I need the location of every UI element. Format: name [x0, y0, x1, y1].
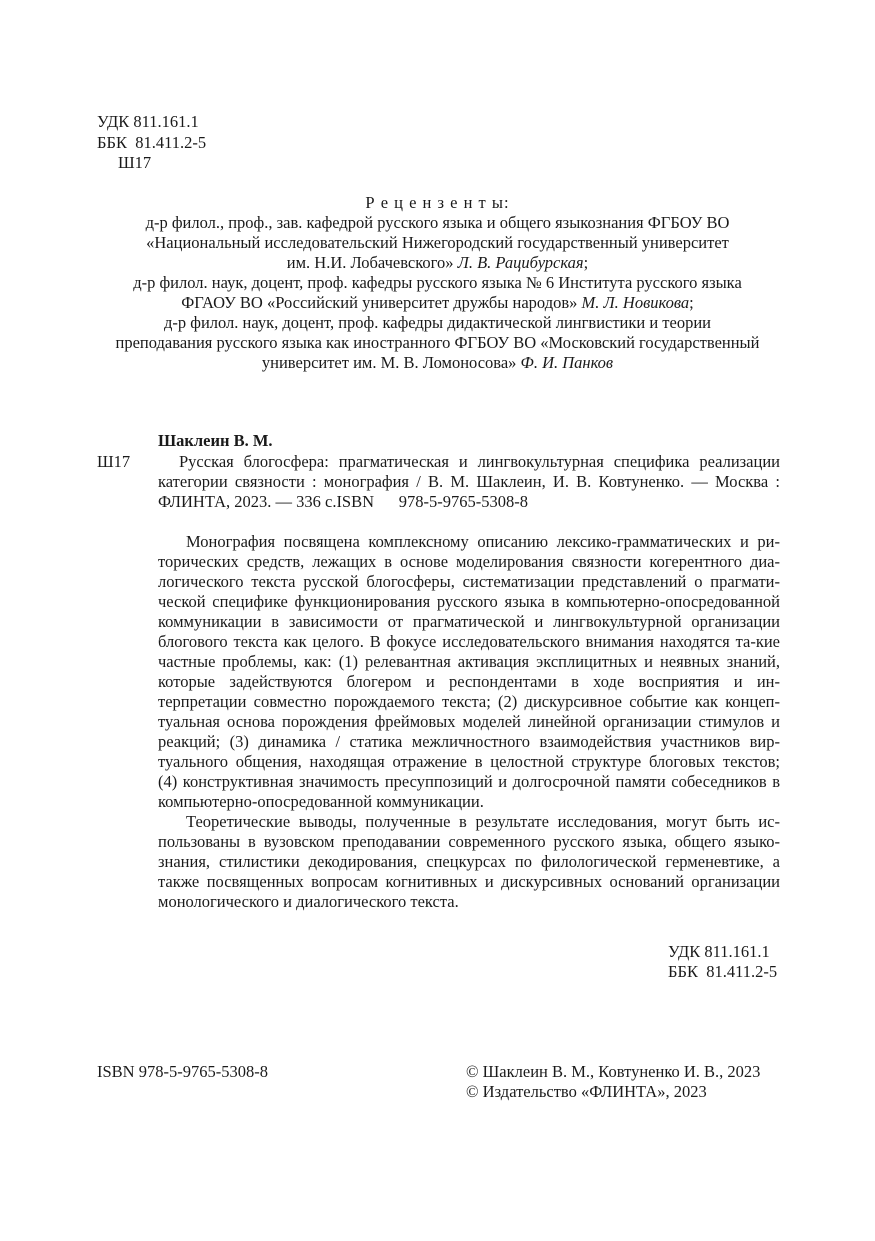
annotation-line: туальная основа порождения фреймовых моделей линейной организации стимулов и: [158, 712, 780, 731]
annotation-line: торических средств, лежащих в основе моделирования связности когерентного диа-: [158, 552, 780, 571]
reviewer-line: д-р филол., проф., зав. кафедрой русского языка и общего языкознания ФГБОУ ВО: [145, 213, 730, 232]
annotation-line: также посвященных вопросам когнитивных и дискурсивных оснований организации: [158, 872, 780, 891]
isbn: ISBN 978-5-9765-5308-8: [97, 1062, 268, 1081]
bbk-bottom: ББК 81.411.2-5: [668, 962, 778, 981]
author-mark-top: Ш17: [118, 153, 152, 172]
catalog-line: ФЛИНТА, 2023. — 336 с.ISBN 978-5-9765-5308-8: [158, 492, 529, 511]
annotation-line: Теоретические выводы, полученные в результате исследования, могут быть ис-: [186, 812, 780, 831]
annotation: [158, 532, 780, 912]
catalog-description: [158, 452, 780, 512]
catalog-line: Русская блогосфера: прагматическая и лингвокультурная специфика реализации: [179, 452, 780, 471]
reviewer-line: «Национальный исследовательский Нижегородский государственный университет: [146, 233, 729, 252]
annotation-line: туального общения, находящая отражение в целостной структуре блоговых текстов;: [158, 752, 780, 771]
reviewer-name: Ф. И. Панков: [520, 353, 614, 372]
annotation-line: логического текста русской блогосферы, систематизации представлений о прагмати-: [158, 572, 780, 591]
annotation-line: монологического и диалогического текста.: [158, 892, 459, 911]
annotation-line: коммуникации в зависимости от прагматической и лингвокультурной организации: [158, 612, 780, 631]
udk-bottom: УДК 811.161.1: [668, 942, 770, 961]
annotation-line: пользованы в вузовском преподавании современного русского языка, общего языко-: [158, 832, 780, 851]
reviewer-name: М. Л. Новикова: [581, 293, 690, 312]
copyright-publisher: © Издательство «ФЛИНТА», 2023: [466, 1082, 707, 1101]
reviewer-line: университет им. М. В. Ломоносова» Ф. И. Панков: [261, 353, 614, 372]
annotation-line: частные проблемы, как: (1) релевантная активация эксплицитных и неявных знаний,: [158, 652, 780, 671]
annotation-line: блогового текста как целого. В фокусе исследовательского внимания находятся та-кие: [158, 632, 780, 651]
annotation-line: терпретации совместно порождаемого текста; (2) дискурсивное событие как концеп-: [158, 692, 780, 711]
reviewer-line: д-р филол. наук, доцент, проф. кафедры русского языка № 6 Института русского языка: [133, 273, 742, 292]
annotation-line: реакций; (3) динамика / статика межличностного взаимодействия участников вир-: [158, 732, 780, 751]
reviewers-block: [0, 193, 875, 373]
copyright-authors: © Шаклеин В. М., Ковтуненко И. В., 2023: [466, 1062, 761, 1081]
annotation-line: знания, стилистики декодирования, спецкурсах по филологической герменевтике, а: [158, 852, 780, 871]
reviewer-line: им. Н.И. Лобачевского» Л. В. Рацибурская;: [286, 253, 589, 272]
udk-top: УДК 811.161.1: [97, 112, 199, 131]
annotation-line: ческой специфике функционирования русского языка в компьютерно-опосредованной: [158, 592, 780, 611]
annotation-line: компьютерно-опосредованной коммуникации.: [158, 792, 484, 811]
reviewers-heading: Р е ц е н з е н т ы:: [365, 193, 510, 212]
catalog-author: Шаклеин В. М.: [158, 431, 273, 450]
catalog-mark: Ш17: [97, 452, 131, 471]
bbk-top: ББК 81.411.2-5: [97, 133, 207, 152]
reviewer-name: Л. В. Рацибурская: [457, 253, 584, 272]
reviewer-line: д-р филол. наук, доцент, проф. кафедры дидактической лингвистики и теории: [163, 313, 712, 332]
reviewer-line: преподавания русского языка как иностранного ФГБОУ ВО «Московский государственный: [115, 333, 760, 352]
reviewer-line: ФГАОУ ВО «Российский университет дружбы народов» М. Л. Новикова;: [181, 293, 694, 312]
catalog-line: категории связности : монография / В. М. Шаклеин, И. В. Ковтуненко. — Москва :: [158, 472, 780, 491]
annotation-line: Монография посвящена комплексному описанию лексико-грамматических и ри-: [186, 532, 780, 551]
annotation-line: (4) конструктивная значимость пресуппозиций и долгосрочной памяти собеседников в: [158, 772, 780, 791]
annotation-line: которые задействуются блогером и респондентами в ходе восприятия и ин-: [158, 672, 780, 691]
